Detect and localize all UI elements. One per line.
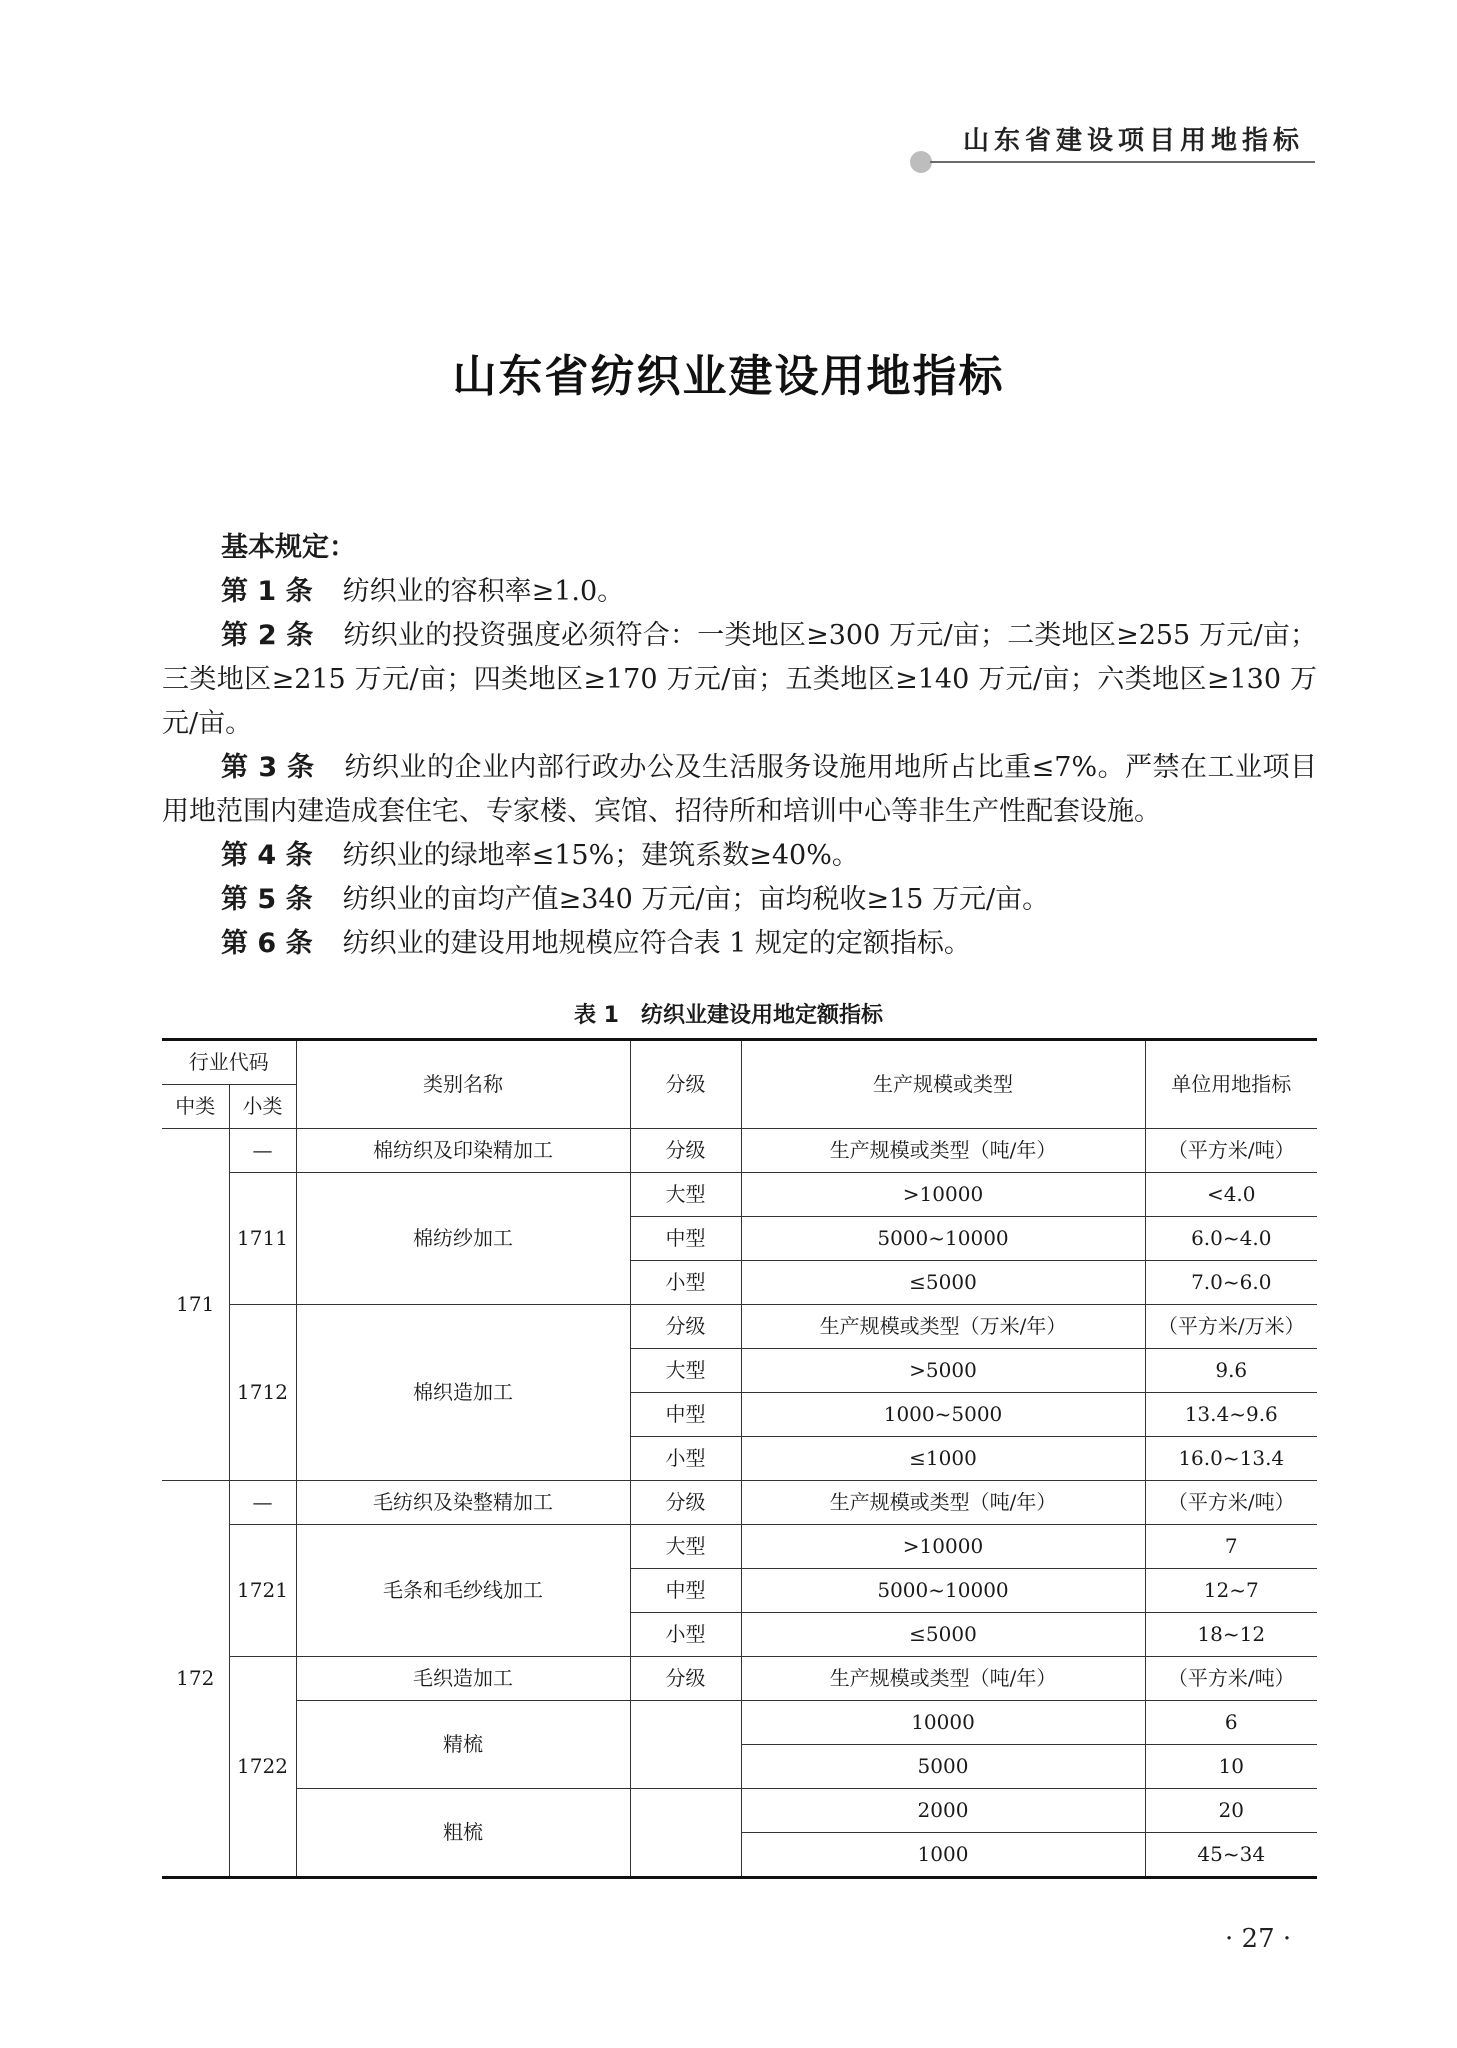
cell-category-name: 粗梳 (296, 1789, 630, 1878)
article-text: 纺织业的投资强度必须符合：一类地区≥300 万元/亩；二类地区≥255 万元/亩；三类地区≥215 万元/亩；四类地区≥170 万元/亩；五类地区≥140 万元/亩；六类地区≥130 万元/亩。 (162, 620, 1317, 739)
table-row (162, 1173, 1317, 1217)
cell-scale: ≤5000 (741, 1261, 1145, 1305)
cell-unit-index: 6.0~4.0 (1145, 1217, 1317, 1261)
cell-grade: 分级 (630, 1657, 741, 1701)
cell-small-class: 1711 (229, 1173, 296, 1305)
article-text: 纺织业的亩均产值≥340 万元/亩；亩均税收≥15 万元/亩。 (342, 884, 1050, 915)
cell-scale: 5000~10000 (741, 1217, 1145, 1261)
cell-scale: 生产规模或类型（吨/年） (741, 1657, 1145, 1701)
article-2 (162, 614, 1317, 746)
cell-small-class: 1712 (229, 1305, 296, 1481)
cell-middle-class: 171 (162, 1129, 229, 1481)
cell-scale: >5000 (741, 1349, 1145, 1393)
article-text: 纺织业的容积率≥1.0。 (342, 576, 625, 607)
cell-unit-index: <4.0 (1145, 1173, 1317, 1217)
article-1 (162, 570, 1317, 614)
header-grade: 分级 (630, 1040, 741, 1129)
article-number: 第 5 条 (221, 884, 313, 915)
cell-unit-index: （平方米/万米） (1145, 1305, 1317, 1349)
cell-small-class: — (229, 1129, 296, 1173)
table-row (162, 1481, 1317, 1525)
cell-scale: 生产规模或类型（万米/年） (741, 1305, 1145, 1349)
header-unit-index: 单位用地指标 (1145, 1040, 1317, 1129)
cell-scale: >10000 (741, 1173, 1145, 1217)
cell-scale: 生产规模或类型（吨/年） (741, 1481, 1145, 1525)
cell-unit-index: 20 (1145, 1789, 1317, 1833)
cell-grade: 小型 (630, 1437, 741, 1481)
cell-category-name: 棉纺织及印染精加工 (296, 1129, 630, 1173)
cell-scale: >10000 (741, 1525, 1145, 1569)
cell-grade: 分级 (630, 1305, 741, 1349)
header-small-class: 小类 (229, 1085, 296, 1129)
cell-grade: 大型 (630, 1173, 741, 1217)
article-number: 第 4 条 (221, 840, 313, 871)
cell-scale: ≤5000 (741, 1613, 1145, 1657)
cell-category-name: 毛纺织及染整精加工 (296, 1481, 630, 1525)
cell-unit-index: 16.0~13.4 (1145, 1437, 1317, 1481)
header-bullet-dot (910, 151, 932, 173)
cell-scale: 5000~10000 (741, 1569, 1145, 1613)
article-5 (162, 878, 1317, 922)
cell-grade: 分级 (630, 1129, 741, 1173)
cell-grade-empty (630, 1701, 741, 1789)
cell-middle-class: 172 (162, 1481, 229, 1878)
header-industry-code: 行业代码 (162, 1040, 296, 1085)
cell-scale: 生产规模或类型（吨/年） (741, 1129, 1145, 1173)
cell-scale: 5000 (741, 1745, 1145, 1789)
table-caption-number: 表 1 (574, 1003, 619, 1028)
cell-unit-index: 6 (1145, 1701, 1317, 1745)
cell-grade: 分级 (630, 1481, 741, 1525)
cell-small-class: 1721 (229, 1525, 296, 1657)
table-caption-title: 纺织业建设用地定额指标 (640, 1003, 883, 1028)
table-row (162, 1129, 1317, 1173)
cell-grade: 中型 (630, 1217, 741, 1261)
cell-unit-index: 9.6 (1145, 1349, 1317, 1393)
cell-unit-index: 12~7 (1145, 1569, 1317, 1613)
table-caption (0, 998, 1457, 1029)
article-text: 纺织业的企业内部行政办公及生活服务设施用地所占比重≤7%。严禁在工业项目用地范围内建造成套住宅、专家楼、宾馆、招待所和培训中心等非生产性配套设施。 (162, 752, 1317, 827)
cell-unit-index: 10 (1145, 1745, 1317, 1789)
cell-grade: 小型 (630, 1261, 741, 1305)
cell-unit-index: 18~12 (1145, 1613, 1317, 1657)
table-header-row (162, 1040, 1317, 1085)
article-3 (162, 746, 1317, 834)
cell-grade: 中型 (630, 1569, 741, 1613)
cell-unit-index: 7 (1145, 1525, 1317, 1569)
article-number: 第 2 条 (221, 620, 314, 651)
cell-unit-index: （平方米/吨） (1145, 1129, 1317, 1173)
cell-scale: 10000 (741, 1701, 1145, 1745)
cell-unit-index: （平方米/吨） (1145, 1657, 1317, 1701)
header-middle-class: 中类 (162, 1085, 229, 1129)
table-row (162, 1789, 1317, 1833)
cell-grade-empty (630, 1789, 741, 1878)
table-row (162, 1701, 1317, 1745)
cell-grade: 大型 (630, 1349, 741, 1393)
land-quota-table (162, 1038, 1317, 1879)
cell-small-class: — (229, 1481, 296, 1525)
cell-category-name: 精梳 (296, 1701, 630, 1789)
header-category-name: 类别名称 (296, 1040, 630, 1129)
article-text: 纺织业的建设用地规模应符合表 1 规定的定额指标。 (342, 928, 971, 959)
table-row (162, 1657, 1317, 1701)
article-text: 纺织业的绿地率≤15%；建筑系数≥40%。 (342, 840, 859, 871)
table-row (162, 1305, 1317, 1349)
cell-category-name: 毛条和毛纱线加工 (296, 1525, 630, 1657)
cell-category-name: 毛织造加工 (296, 1657, 630, 1701)
article-6 (162, 922, 1317, 966)
cell-grade: 中型 (630, 1393, 741, 1437)
page-title: 山东省纺织业建设用地指标 (452, 351, 1005, 402)
table-row (162, 1525, 1317, 1569)
basic-rules-section (162, 526, 1317, 966)
cell-grade: 小型 (630, 1613, 741, 1657)
cell-unit-index: 13.4~9.6 (1145, 1393, 1317, 1437)
article-number: 第 1 条 (221, 576, 313, 607)
header-scale: 生产规模或类型 (741, 1040, 1145, 1129)
cell-unit-index: 7.0~6.0 (1145, 1261, 1317, 1305)
article-4 (162, 834, 1317, 878)
cell-scale: 1000 (741, 1833, 1145, 1878)
running-header-title: 山东省建设项目用地指标 (963, 126, 1305, 156)
cell-grade: 大型 (630, 1525, 741, 1569)
cell-scale: 1000~5000 (741, 1393, 1145, 1437)
article-number: 第 3 条 (221, 752, 315, 783)
cell-scale: 2000 (741, 1789, 1145, 1833)
basic-rules-heading: 基本规定： (221, 532, 356, 563)
page-number: · 27 · (1225, 1924, 1292, 1954)
cell-category-name: 棉织造加工 (296, 1305, 630, 1481)
cell-unit-index: （平方米/吨） (1145, 1481, 1317, 1525)
cell-unit-index: 45~34 (1145, 1833, 1317, 1878)
cell-scale: ≤1000 (741, 1437, 1145, 1481)
cell-small-class: 1722 (229, 1657, 296, 1878)
header-rule (930, 161, 1315, 163)
cell-category-name: 棉纺纱加工 (296, 1173, 630, 1305)
article-number: 第 6 条 (221, 928, 313, 959)
